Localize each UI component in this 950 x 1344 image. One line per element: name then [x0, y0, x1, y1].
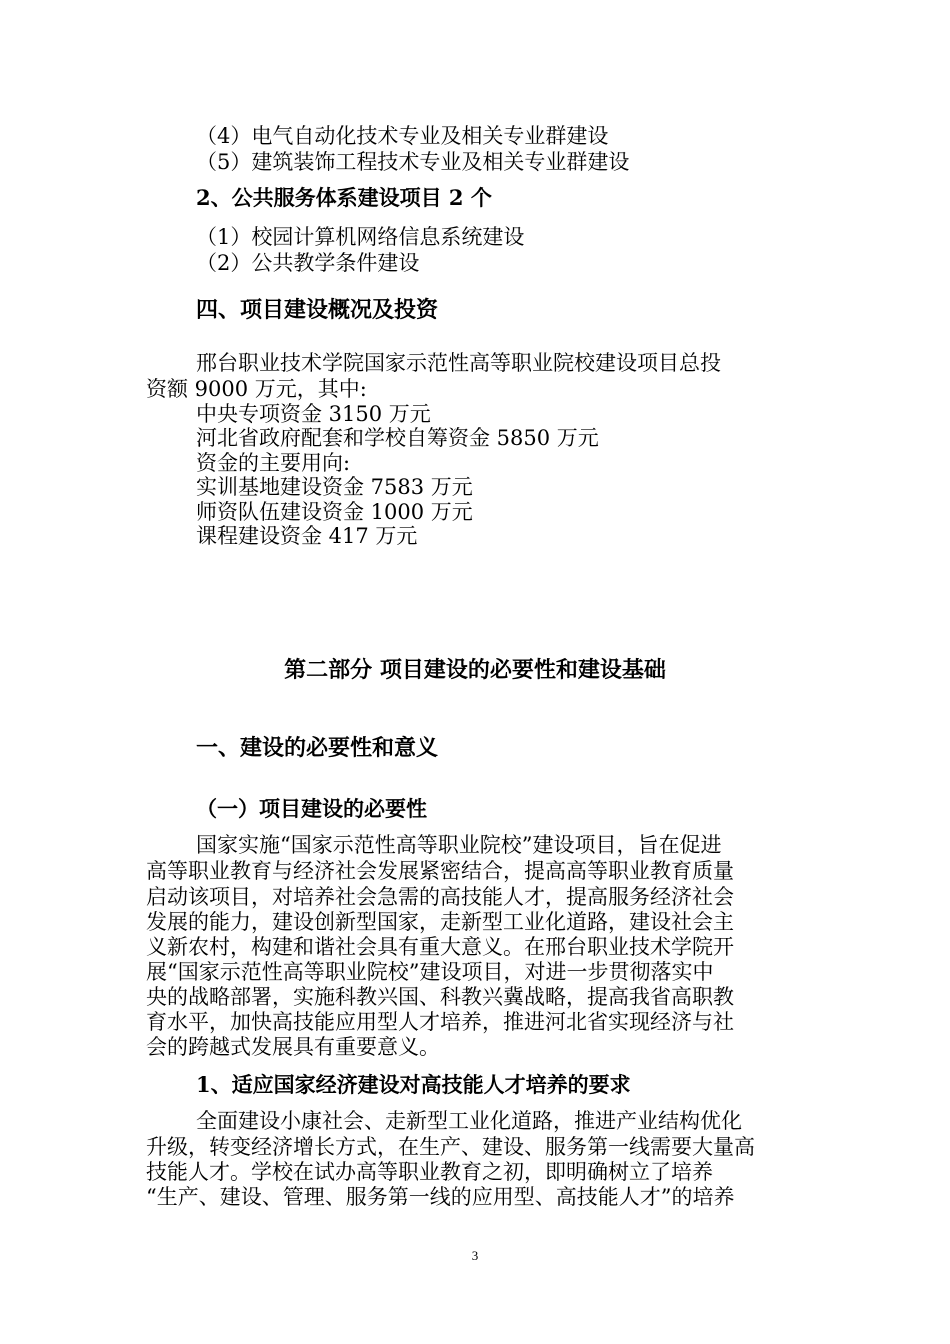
paragraph-line: “生产、建设、管理、服务第一线的应用型、高技能人才”的培养	[146, 1185, 735, 1209]
paragraph-line: 河北省政府配套和学校自筹资金 5850 万元	[196, 426, 599, 450]
section-heading: 四、项目建设概况及投资	[196, 297, 439, 323]
paragraph-line: 启动该项目，对培养社会急需的高技能人才，提高服务经济社会	[146, 885, 734, 909]
paragraph-line: 发展的能力，建设创新型国家，走新型工业化道路，建设社会主	[146, 910, 734, 934]
paragraph-line: 义新农村，构建和谐社会具有重大意义。在邢台职业技术学院开	[146, 935, 734, 959]
paragraph-line: 课程建设资金 417 万元	[196, 524, 418, 548]
paragraph-line: 师资队伍建设资金 1000 万元	[196, 500, 473, 524]
paragraph-line: 技能人才。学校在试办高等职业教育之初，即明确树立了培养	[146, 1160, 713, 1184]
paragraph-line: 国家实施“国家示范性高等职业院校”建设项目，旨在促进	[196, 833, 722, 857]
paragraph-line: 资额 9000 万元，其中:	[146, 377, 367, 401]
point-heading: 1、适应国家经济建设对高技能人才培养的要求	[196, 1072, 631, 1097]
subsection-heading: （一）项目建设的必要性	[196, 796, 427, 821]
list-item: （1）校园计算机网络信息系统建设	[196, 225, 525, 249]
paragraph-line: 中央专项资金 3150 万元	[196, 402, 431, 426]
section-heading: 一、建设的必要性和意义	[196, 735, 439, 761]
paragraph-line: 展“国家示范性高等职业院校”建设项目，对进一步贯彻落实中	[146, 960, 714, 984]
paragraph-line: 央的战略部署，实施科教兴国、科教兴冀战略，提高我省高职教	[146, 985, 734, 1009]
paragraph-line: 资金的主要用向:	[196, 451, 351, 475]
paragraph-line: 高等职业教育与经济社会发展紧密结合，提高高等职业教育质量	[146, 859, 734, 883]
list-item: （5）建筑装饰工程技术专业及相关专业群建设	[196, 150, 630, 174]
paragraph-line: 育水平，加快高技能应用型人才培养，推进河北省实现经济与社	[146, 1010, 734, 1034]
section-heading: 2、公共服务体系建设项目 2 个	[196, 185, 492, 210]
paragraph-line: 全面建设小康社会、走新型工业化道路，推进产业结构优化	[196, 1109, 742, 1133]
list-item: （2）公共教学条件建设	[196, 251, 420, 275]
list-item: （4）电气自动化技术专业及相关专业群建设	[196, 124, 609, 148]
part-title: 第二部分 项目建设的必要性和建设基础	[284, 657, 666, 683]
paragraph-line: 升级，转变经济增长方式，在生产、建设、服务第一线需要大量高	[146, 1135, 755, 1159]
paragraph-line: 邢台职业技术学院国家示范性高等职业院校建设项目总投	[196, 351, 721, 375]
paragraph-line: 会的跨越式发展具有重要意义。	[146, 1035, 440, 1059]
page-number: 3	[471, 1248, 479, 1263]
paragraph-line: 实训基地建设资金 7583 万元	[196, 475, 473, 499]
